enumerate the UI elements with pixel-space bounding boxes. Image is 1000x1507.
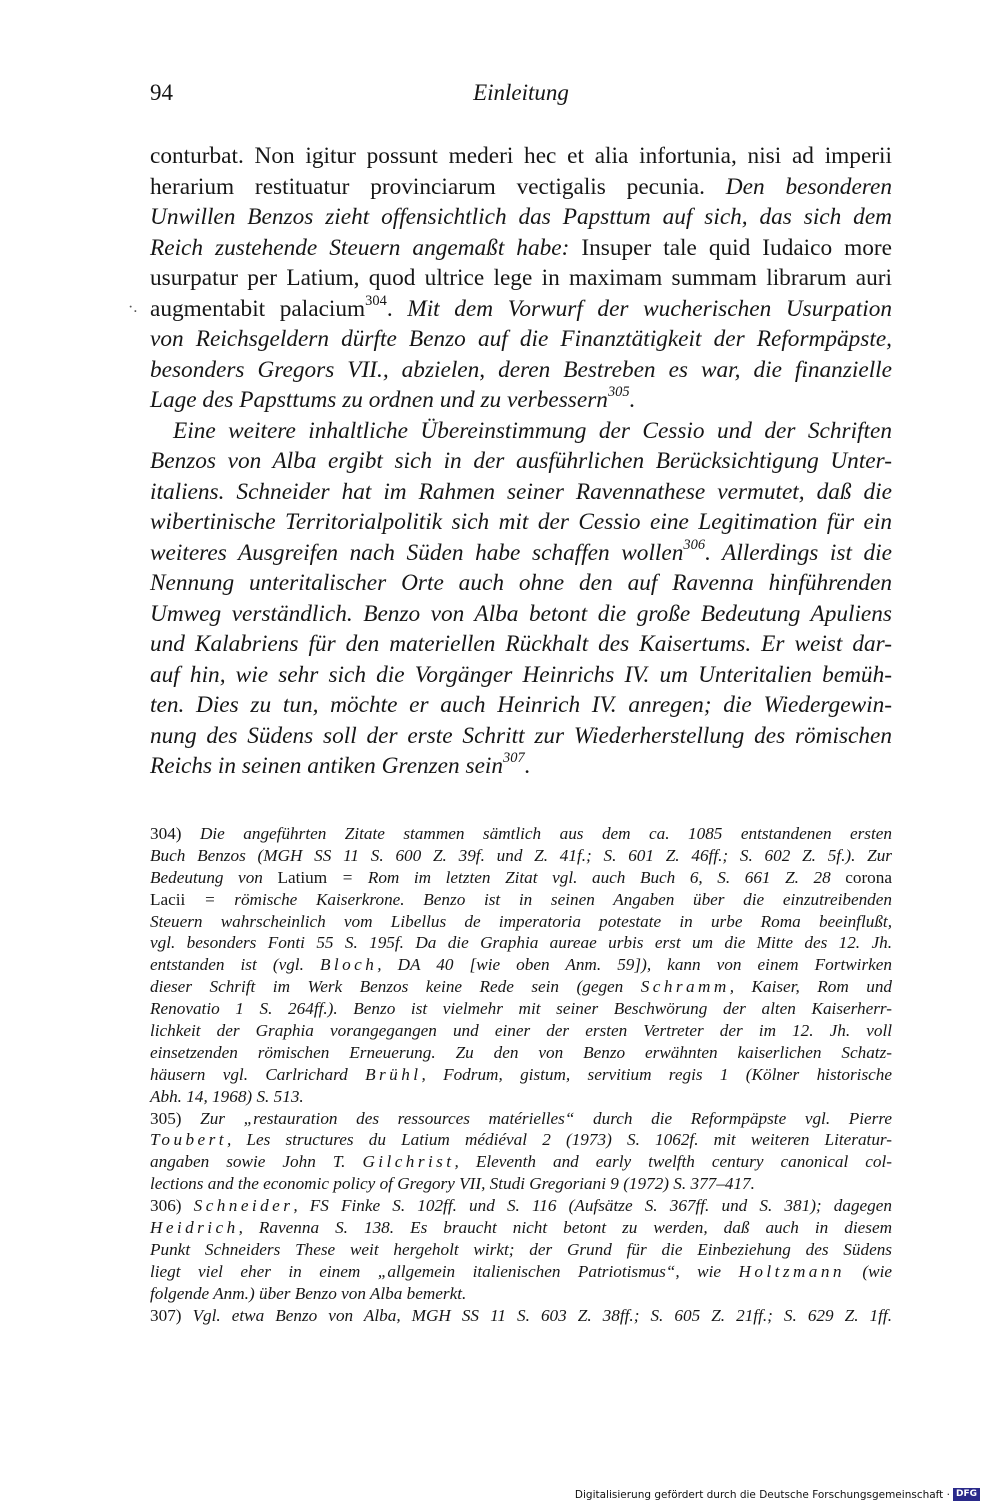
footnote-ref-305: 305 xyxy=(607,384,630,401)
running-title: Einleitung xyxy=(473,80,569,105)
footnote-304-line: dieser Schrift im Werk Benzos keine Rede sein (gegen Schramm, Kaiser, Rom und xyxy=(150,977,893,997)
footnote-304-line: lichkeit der Graphia vorangegangen und einer der ersten Vertreter der im 12. Jh. voll xyxy=(150,1021,892,1041)
dfg-logo-icon: DFG xyxy=(953,1488,980,1501)
page-header xyxy=(150,80,892,116)
footnote-304-line: Bedeutung von Latium = Rom im letzten Zitat vgl. auch Buch 6, S. 661 Z. 28 corona xyxy=(150,867,892,887)
main-text xyxy=(150,141,892,782)
body-line: Lage des Papsttums zu ordnen und zu verbessern$^{305}$. xyxy=(150,384,636,413)
body-line: italiens. Schneider hat im Rahmen seiner Ravennathese vermutet, daß die xyxy=(150,478,892,505)
footnote-304-line: Steuern wahrscheinlich vom Libellus de imperatoria potestate in urbe Roma beeinflußt, xyxy=(150,911,892,931)
footnote-304-line: Abh. 14, 1968) S. 513. xyxy=(150,1086,304,1106)
body-line: conturbat. Non igitur possunt mederi hec et alia infortunia, nisi ad imperii xyxy=(150,143,892,169)
body-line: auf hin, wie sehr sich die Vorgänger Heinrichs IV. um Unteritalien bemüh- xyxy=(150,661,892,688)
digitization-credit xyxy=(575,1488,980,1501)
footnote-304-line: 304) Die angeführten Zitate stammen sämtlich aus dem ca. 1085 entstandenen ersten xyxy=(150,824,892,843)
footnote-306-line: folgende Anm.) über Benzo von Alba bemerkt. xyxy=(150,1283,467,1303)
body-line: weiteres Ausgreifen nach Süden habe schaffen wollen$^{306}$. Allerdings ist die xyxy=(150,536,892,566)
footnote-ref-306: 306 xyxy=(683,536,706,553)
footnote-307-line: 307) Vgl. etwa Benzo von Alba, MGH SS 11 S. 603 Z. 38ff.; S. 605 Z. 21ff.; S. 629 Z. 1ff. xyxy=(150,1305,892,1325)
body-line: besonders Gregors VII., abzielen, deren Bestreben es war, die finanzielle xyxy=(150,356,892,383)
body-line: Umweg verständlich. Benzo von Alba betont die große Bedeutung Apuliens xyxy=(150,600,892,627)
body-line: und Kalabriens für den materiellen Rückhalt des Kaisertums. Er weist dar- xyxy=(150,631,892,657)
page-number: 94 xyxy=(150,80,173,105)
credit-text: Digitalisierung gefördert durch die Deutsche Forschungsgemeinschaft · xyxy=(574,1488,950,1501)
footnote-305-line: Toubert, Les structures du Latium médiéval 2 (1973) S. 1062f. mit weiteren Literatur- xyxy=(150,1130,892,1150)
body-line: augmentabit palacium$^{304}$. Mit dem Vorwurf der wucherischen Usurpation xyxy=(150,292,892,322)
footnote-304-line: vgl. besonders Fonti 55 S. 195f. Da die Graphia aureae urbis erst um die Mitte des 12. Jh. xyxy=(150,933,892,953)
body-line: herarium restituatur provinciarum vectigalis pecunia. Den besonderen xyxy=(150,173,892,200)
footnotes xyxy=(150,823,892,1326)
footnote-304-line: entstanden ist (vgl. Bloch, DA 40 [wie oben Anm. 59]), kann von einem Fortwirken xyxy=(150,955,892,975)
footnote-305-line: angaben sowie John T. Gilchrist, Eleventh and early twelfth century canonical col- xyxy=(150,1152,893,1172)
body-line: Reichs in seinen antiken Grenzen sein$^{307}$. xyxy=(150,750,531,779)
footnote-304-line: häusern vgl. Carlrichard Brühl, Fodrum, gistum, servitium regis 1 (Kölner historische xyxy=(150,1064,893,1084)
footnote-304-line: Renovatio 1 S. 264ff.). Benzo ist vielmehr mit seiner Beschwörung der alten Kaiserherr- xyxy=(150,999,892,1019)
body-line: Nennung unteritalischer Orte auch ohne den auf Ravenna hinführenden xyxy=(150,570,892,596)
footnote-304-line: Lacii = römische Kaiserkrone. Benzo ist in seinen Angaben über die einzutreibenden xyxy=(150,889,892,909)
footnote-304-line: Buch Benzos (MGH SS 11 S. 600 Z. 39f. und Z. 41f.; S. 601 Z. 46ff.; S. 602 Z. 5f.). Zur xyxy=(150,845,892,865)
footnote-ref-307: 307 xyxy=(503,750,525,767)
footnote-306-line: Punkt Schneiders These weit hergeholt wirkt; der Grund für die Einbeziehung des Südens xyxy=(150,1239,892,1259)
footnote-304-line: einsetzenden römischen Erneuerung. Zu den von Benzo erwähnten kaiserlichen Schatz- xyxy=(150,1042,892,1062)
footnote-305-line: lections and the economic policy of Gregory VII, Studi Gregoriani 9 (1972) S. 377–417. xyxy=(150,1174,755,1194)
footnote-ref-304: 304 xyxy=(365,292,387,309)
footnote-305-line: 305) Zur „restauration des ressources matérielles“ durch die Reformpäpste vgl. Pierre xyxy=(150,1108,893,1128)
footnote-306-line: 306) Schneider, FS Finke S. 102ff. und S. 116 (Aufsätze S. 367ff. und S. 381); dagegen xyxy=(150,1196,893,1216)
body-line: Benzos von Alba ergibt sich in der ausführlichen Berücksichtigung Unter- xyxy=(150,448,892,474)
body-line: nung des Südens soll der erste Schritt zur Wiederherstellung des römischen xyxy=(150,722,892,749)
body-line: Eine weitere inhaltliche Übereinstimmung der Cessio und der Schriften xyxy=(173,417,892,444)
footnote-306-line: liegt viel eher in einem „allgemein italienischen Patriotismus“, wie Holtzmann (wie xyxy=(150,1261,892,1281)
margin-mark: ·. xyxy=(128,299,138,316)
body-line: usurpatur per Latium, quod ultrice lege in maximam summam librarum auri xyxy=(150,265,892,291)
body-line: wibertinische Territorialpolitik sich mit der Cessio eine Legitimation für ein xyxy=(150,509,892,535)
body-line: von Reichsgeldern dürfte Benzo auf die Finanztätigkeit der Reformpäpste, xyxy=(150,326,892,352)
body-line: Reich zustehende Steuern angemaßt habe: Insuper tale quid Iudaico more xyxy=(150,234,893,261)
body-line: ten. Dies zu tun, möchte er auch Heinrich IV. anregen; die Wiedergewin- xyxy=(150,692,892,718)
body-line: Unwillen Benzos zieht offensichtlich das Papsttum auf sich, das sich dem xyxy=(150,204,892,230)
footnote-306-line: Heidrich, Ravenna S. 138. Es braucht nicht betont zu werden, daß auch in diesem xyxy=(150,1218,892,1238)
